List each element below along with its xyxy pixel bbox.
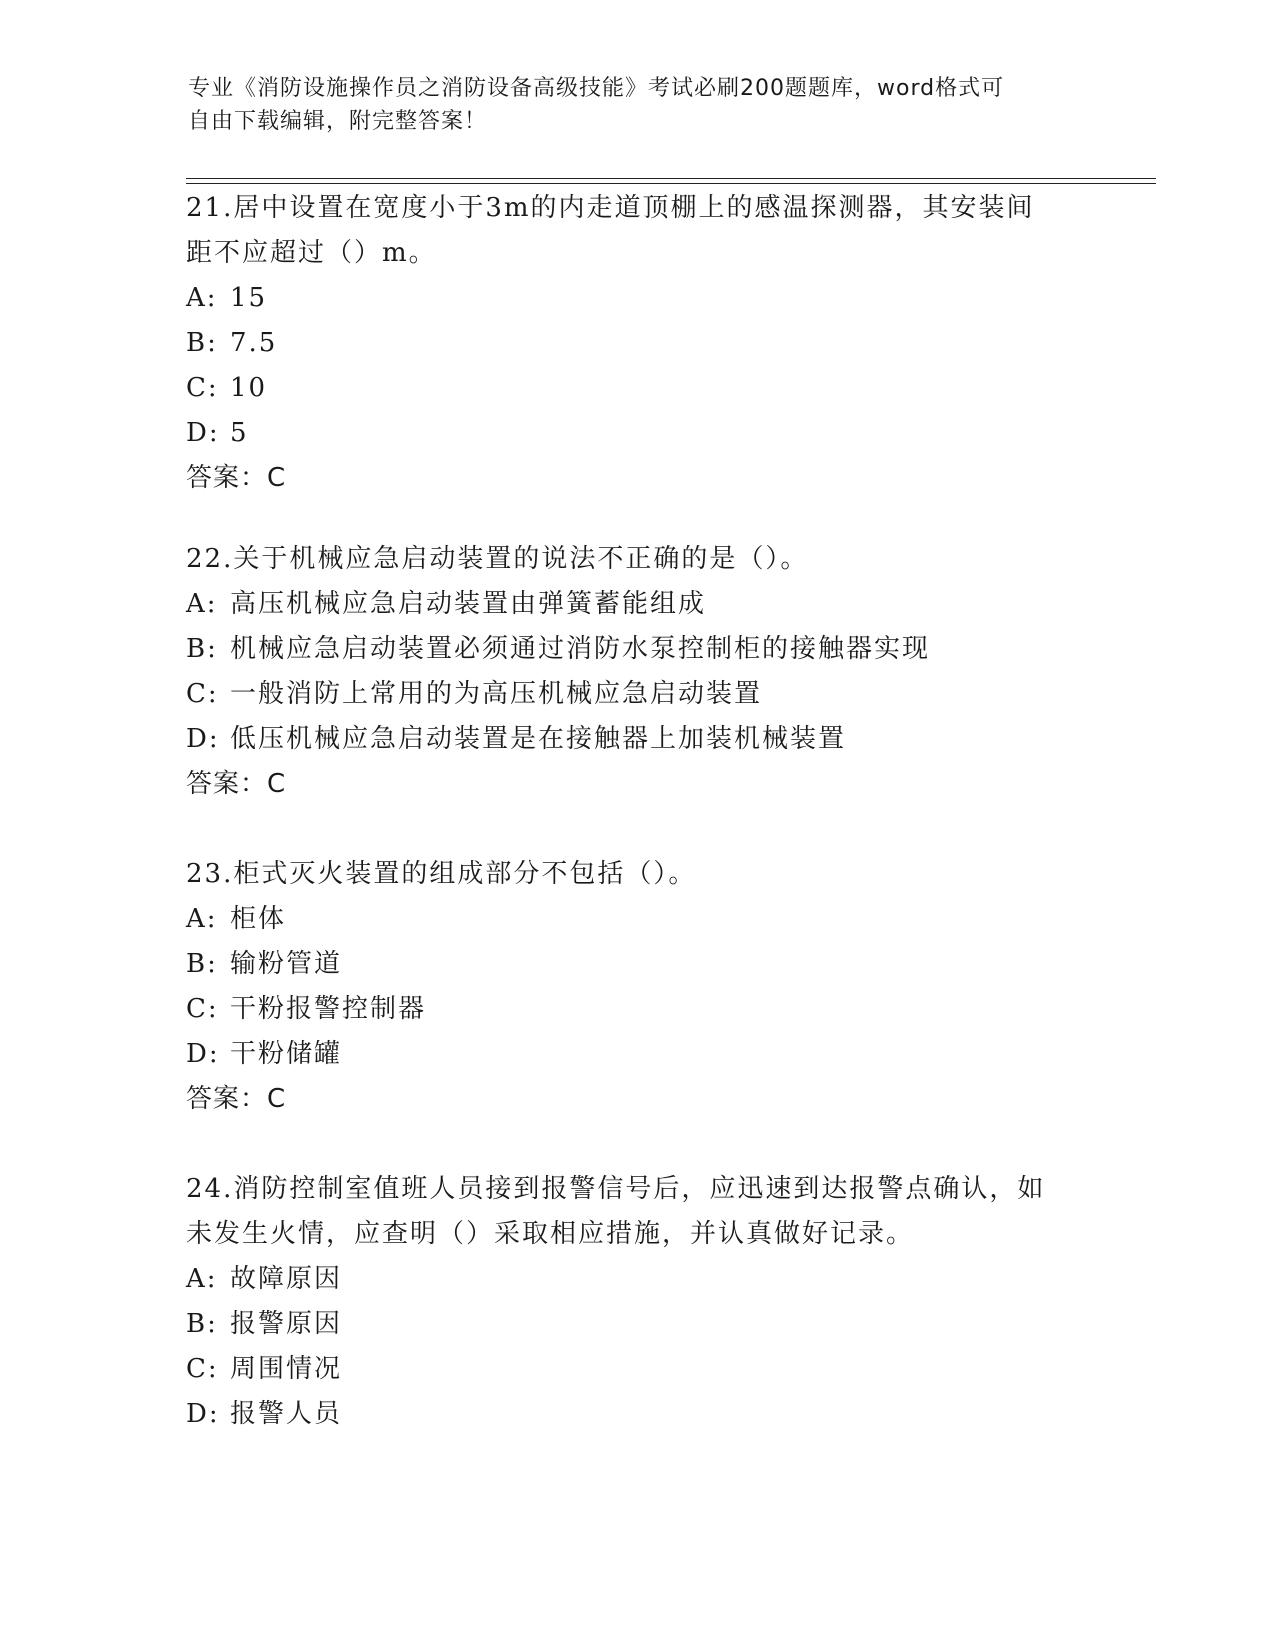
- option-letter: D:: [186, 1039, 220, 1069]
- question-21: [186, 186, 1096, 501]
- option-b: [186, 321, 1096, 366]
- option-c: [186, 366, 1096, 411]
- option-letter: B:: [186, 1309, 218, 1339]
- answer: 答案：C: [186, 769, 287, 799]
- option-text: 高压机械应急启动装置由弹簧蓄能组成: [230, 589, 707, 619]
- option-letter: B:: [186, 328, 218, 358]
- question-stem: 22.关于机械应急启动装置的说法不正确的是（）。: [186, 544, 809, 574]
- option-letter: B:: [186, 949, 218, 979]
- option-text: 一般消防上常用的为高压机械应急启动装置: [230, 679, 763, 709]
- option-text: 报警原因: [230, 1309, 343, 1339]
- option-c: [186, 672, 1096, 717]
- option-text: 周围情况: [230, 1354, 343, 1384]
- question-stem: 21.居中设置在宽度小于3m的内走道顶棚上的感温探测器，其安装间: [186, 193, 1035, 223]
- header-line-2: 自由下载编辑，附完整答案！: [188, 109, 488, 134]
- option-letter: A:: [186, 1264, 218, 1294]
- option-letter: C:: [186, 679, 219, 709]
- option-c: [186, 987, 1096, 1032]
- option-d: [186, 411, 1096, 456]
- option-letter: D:: [186, 1399, 220, 1429]
- option-d: [186, 1032, 1096, 1077]
- option-letter: B:: [186, 634, 218, 664]
- option-c: [186, 1347, 1096, 1392]
- option-b: [186, 1302, 1096, 1347]
- question-stem: 24.消防控制室值班人员接到报警信号后，应迅速到达报警点确认，如: [186, 1174, 1046, 1204]
- option-a: [186, 897, 1096, 942]
- option-text: 低压机械应急启动装置是在接触器上加装机械装置: [230, 724, 847, 754]
- option-text: 报警人员: [230, 1399, 343, 1429]
- option-letter: A:: [186, 589, 218, 619]
- option-letter: D:: [186, 418, 220, 448]
- option-letter: D:: [186, 724, 220, 754]
- option-text: 10: [230, 373, 268, 403]
- option-letter: C:: [186, 373, 219, 403]
- option-text: 7.5: [230, 328, 278, 358]
- option-text: 故障原因: [230, 1264, 343, 1294]
- option-text: 15: [230, 283, 268, 313]
- option-a: [186, 276, 1096, 321]
- option-a: [186, 1257, 1096, 1302]
- option-letter: C:: [186, 994, 219, 1024]
- option-text: 5: [230, 418, 249, 448]
- option-d: [186, 1392, 1096, 1437]
- document-header: [188, 72, 1088, 138]
- option-text: 干粉储罐: [230, 1039, 343, 1069]
- option-text: 机械应急启动装置必须通过消防水泵控制柜的接触器实现: [230, 634, 931, 664]
- option-b: [186, 942, 1096, 987]
- option-letter: A:: [186, 904, 218, 934]
- option-letter: A:: [186, 283, 218, 313]
- question-stem: 23.柜式灭火装置的组成部分不包括（）。: [186, 859, 697, 889]
- option-text: 柜体: [230, 904, 287, 934]
- question-22: [186, 537, 1096, 807]
- option-letter: C:: [186, 1354, 219, 1384]
- header-divider-bottom: [186, 183, 1156, 184]
- option-a: [186, 582, 1096, 627]
- question-24: [186, 1167, 1096, 1437]
- answer: 答案：C: [186, 1084, 287, 1114]
- header-divider-top: [186, 178, 1156, 179]
- option-d: [186, 717, 1096, 762]
- option-text: 干粉报警控制器: [230, 994, 427, 1024]
- question-23: [186, 852, 1096, 1122]
- answer: 答案：C: [186, 463, 287, 493]
- question-stem-continued: 距不应超过（）m。: [186, 238, 437, 268]
- option-b: [186, 627, 1096, 672]
- question-stem-continued: 未发生火情，应查明（）采取相应措施，并认真做好记录。: [186, 1219, 915, 1249]
- header-line-1: 专业《消防设施操作员之消防设备高级技能》考试必刷200题题库，word格式可: [188, 76, 1005, 101]
- option-text: 输粉管道: [230, 949, 343, 979]
